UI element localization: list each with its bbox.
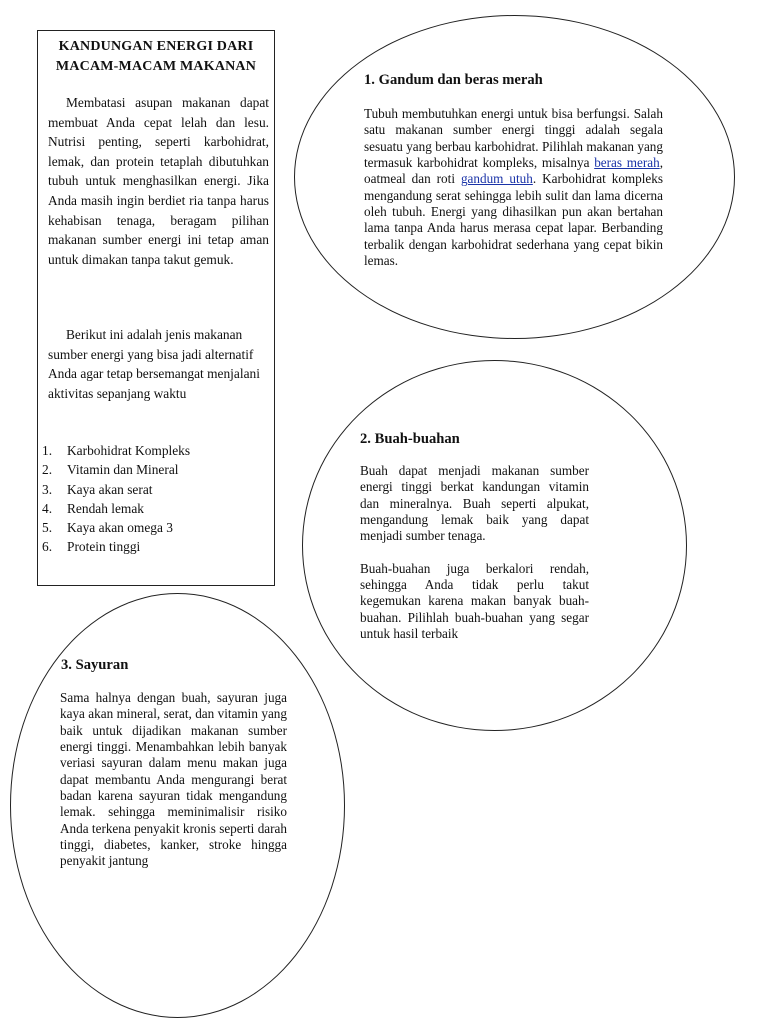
section-2-text [360,463,589,642]
list-item-text: Kaya akan omega 3 [67,520,173,536]
list-item-number: 1. [42,443,53,458]
intro-paragraph: Membatasi asupan makanan dapat membuat Anda cepat lelah dan lesu. Nutrisi penting, seperti karbohidrat, lemak, dan protein tetaplah dibutuhkan tubuh untuk menghasilkan energi. Jika Anda masih ingin berdiet ria tanpa harus kehabisan tenaga, beragam pilihan makanan sumber energi ini tetap aman untuk dimakan tanpa takut gemuk. [48,95,269,267]
list-item-number: 2. [42,462,53,478]
list-item-text: Vitamin dan Mineral [67,462,179,478]
alternatives-paragraph: Berikut ini adalah jenis makanan sumber energi yang bisa jadi alternatif Anda agar tetap bersemangat menjalani aktivitas sepanjang waktu [48,327,260,401]
list-item [42,480,268,499]
page-title [38,37,274,77]
section-2-paragraph-2: Buah-buahan juga berkalori rendah, sehingga Anda tidak perlu takut kegemukan karena makan banyak buah-buahan. Pilihlah buah-buahan yang segar untuk hasil terbaik [360,560,589,642]
section-1-text [364,106,663,269]
list-item-text: Rendah lemak [67,500,144,516]
list-item-number: 4. [42,500,53,516]
intro-box [37,30,275,586]
section-1-title: 1. Gandum dan beras merah [364,72,543,88]
list-item-text: Protein tinggi [67,539,141,555]
section-1-text-b: , oatmeal dan roti [364,155,663,187]
section-3-text [60,690,287,870]
section-2-title: 2. Buah-buahan [360,431,460,447]
list-item [42,460,268,479]
list-item [42,499,268,518]
list-item [42,537,268,556]
section-2-paragraph-1: Buah dapat menjadi makanan sumber energi tinggi berkat kandungan vitamin dan mineralnya. Buah seperti alpukat, mengandung lemak baik yang dapat menjadi sumber tenaga. [360,463,589,544]
list-item [42,518,268,537]
section-1-text-a: Tubuh membutuhkan energi untuk bisa berfungsi. Salah satu makanan sumber energi tinggi adalah segala sesuatu yang berbau karbohidrat. Pilihlah makanan yang termasuk karbohidrat kompleks, misalnya [364,106,663,171]
section-3-title: 3. Sayuran [61,657,129,673]
title-line-1: KANDUNGAN ENERGI DARI [58,39,254,54]
list-item [42,441,268,460]
list-item-text: Karbohidrat Kompleks [67,443,191,458]
section-1-text-c: . Karbohidrat kompleks mengandung serat sehingga lebih sulit dan lama dicerna oleh tubuh. Energi yang dihasilkan pun akan bertahan lama tanpa Anda harus merasa cepat lapar. Berbanding terbalik dengan karbohidrat sederhana yang cepat bikin lemas. [364,171,664,269]
list-item-number: 3. [42,481,53,497]
section-3-paragraph-1: Sama halnya dengan buah, sayuran juga kaya akan mineral, serat, dan vitamin yang baik untuk dijadikan makanan sumber energi tinggi. Menambahkan lebih banyak veriasi sayuran dalam menu makan juga dapat membantu Anda mengurangi berat badan karena sayuran tidak mengandung lemak. sehingga meminimalisir risiko Anda terkena penyakit kronis seperti darah tinggi, diabetes, kanker, stroke hingga penyakit jantung [60,690,287,869]
list-item-number: 5. [42,520,53,536]
title-line-2: MACAM-MACAM MAKANAN [55,59,257,74]
gandum-utuh-link[interactable]: gandum utuh [460,171,533,187]
beras-merah-link[interactable]: beras merah [594,155,660,171]
list-item-text: Kaya akan serat [67,481,153,497]
energy-source-list [42,441,268,557]
list-item-number: 6. [42,539,53,555]
